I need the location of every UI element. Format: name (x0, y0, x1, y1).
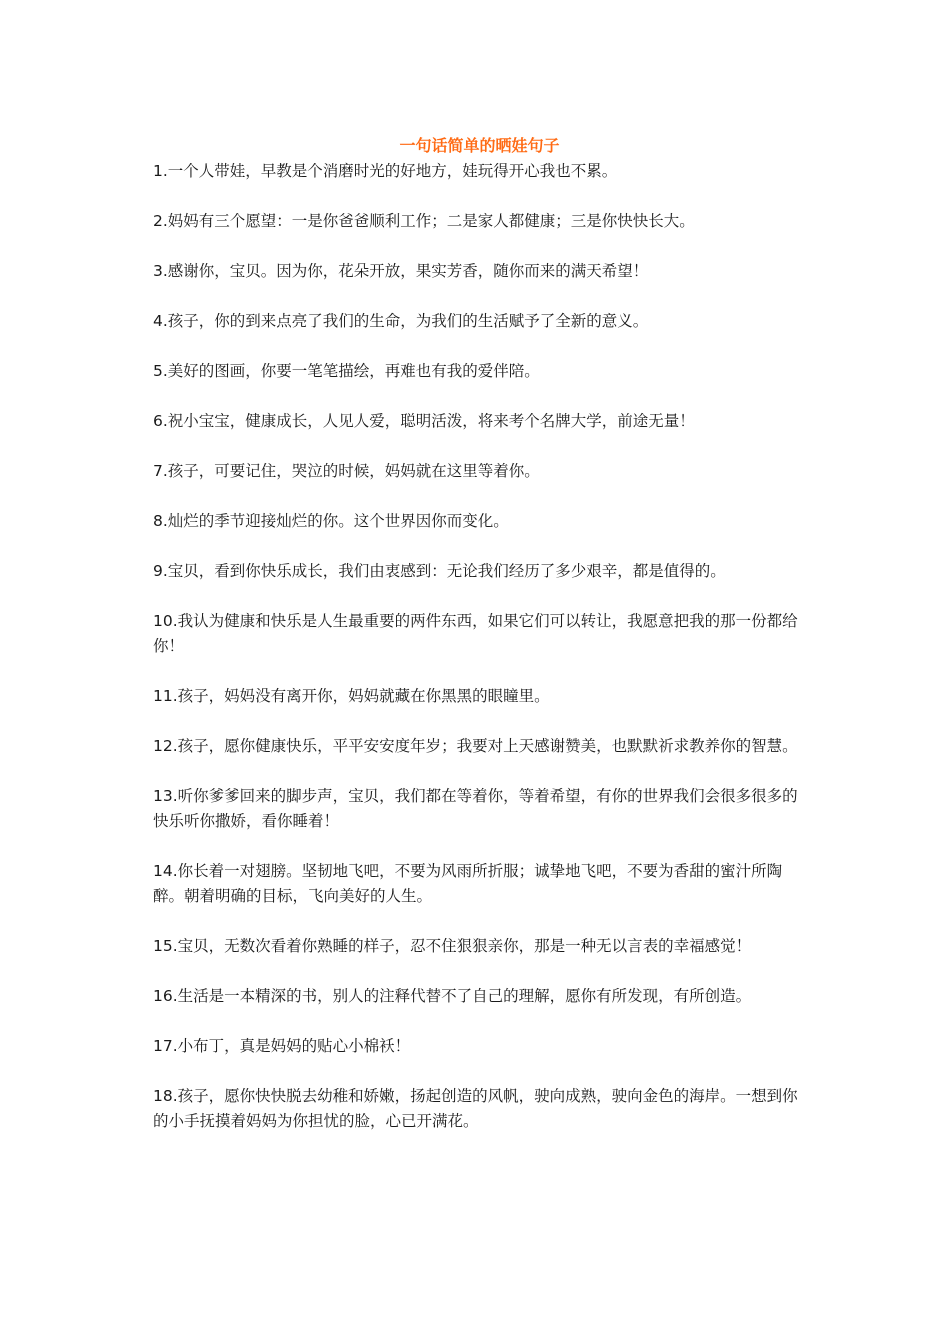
list-item: 10.我认为健康和快乐是人生最重要的两件东西，如果它们可以转让，我愿意把我的那一份都给你！ (153, 612, 798, 655)
entry-list (153, 159, 798, 1134)
list-item: 1.一个人带娃，早教是个消磨时光的好地方，娃玩得开心我也不累。 (153, 162, 618, 180)
list-item: 17.小布丁，真是妈妈的贴心小棉袄！ (153, 1037, 411, 1055)
list-item: 8.灿烂的季节迎接灿烂的你。这个世界因你而变化。 (153, 512, 509, 530)
list-item: 3.感谢你，宝贝。因为你，花朵开放，果实芳香，随你而来的满天希望！ (153, 262, 649, 280)
list-item: 16.生活是一本精深的书，别人的注释代替不了自己的理解，愿你有所发现，有所创造。 (153, 987, 752, 1005)
list-item: 15.宝贝，无数次看着你熟睡的样子，忍不住狠狠亲你，那是一种无以言表的幸福感觉！ (153, 937, 752, 955)
list-item: 7.孩子，可要记住，哭泣的时候，妈妈就在这里等着你。 (153, 462, 540, 480)
list-item: 5.美好的图画，你要一笔笔描绘，再难也有我的爱伴陪。 (153, 362, 540, 380)
list-item: 11.孩子，妈妈没有离开你，妈妈就藏在你黑黑的眼瞳里。 (153, 687, 550, 705)
list-item: 18.孩子，愿你快快脱去幼稚和娇嫩，扬起创造的风帆，驶向成熟，驶向金色的海岸。一想到你的小手抚摸着妈妈为你担忧的脸，心已开满花。 (153, 1087, 798, 1130)
list-item: 6.祝小宝宝，健康成长，人见人爱，聪明活泼，将来考个名牌大学，前途无量！ (153, 412, 695, 430)
document-title: 一句话简单的晒娃句子 (399, 136, 560, 155)
list-item: 14.你长着一对翅膀。坚韧地飞吧，不要为风雨所折服；诚挚地飞吧，不要为香甜的蜜汁所陶醉。朝着明确的目标，飞向美好的人生。 (153, 862, 783, 905)
list-item: 2.妈妈有三个愿望：一是你爸爸顺利工作；二是家人都健康；三是你快快长大。 (153, 212, 695, 230)
list-item: 9.宝贝，看到你快乐成长，我们由衷感到：无论我们经历了多少艰辛，都是值得的。 (153, 562, 726, 580)
list-item: 4.孩子，你的到来点亮了我们的生命，为我们的生活赋予了全新的意义。 (153, 312, 649, 330)
list-item: 12.孩子，愿你健康快乐，平平安安度年岁；我要对上天感谢赞美，也默默祈求教养你的智慧。 (153, 737, 798, 755)
list-item: 13.听你爹爹回来的脚步声，宝贝，我们都在等着你，等着希望，有你的世界我们会很多很多的快乐听你撒娇，看你睡着！ (153, 787, 798, 830)
document-page (153, 133, 798, 1159)
